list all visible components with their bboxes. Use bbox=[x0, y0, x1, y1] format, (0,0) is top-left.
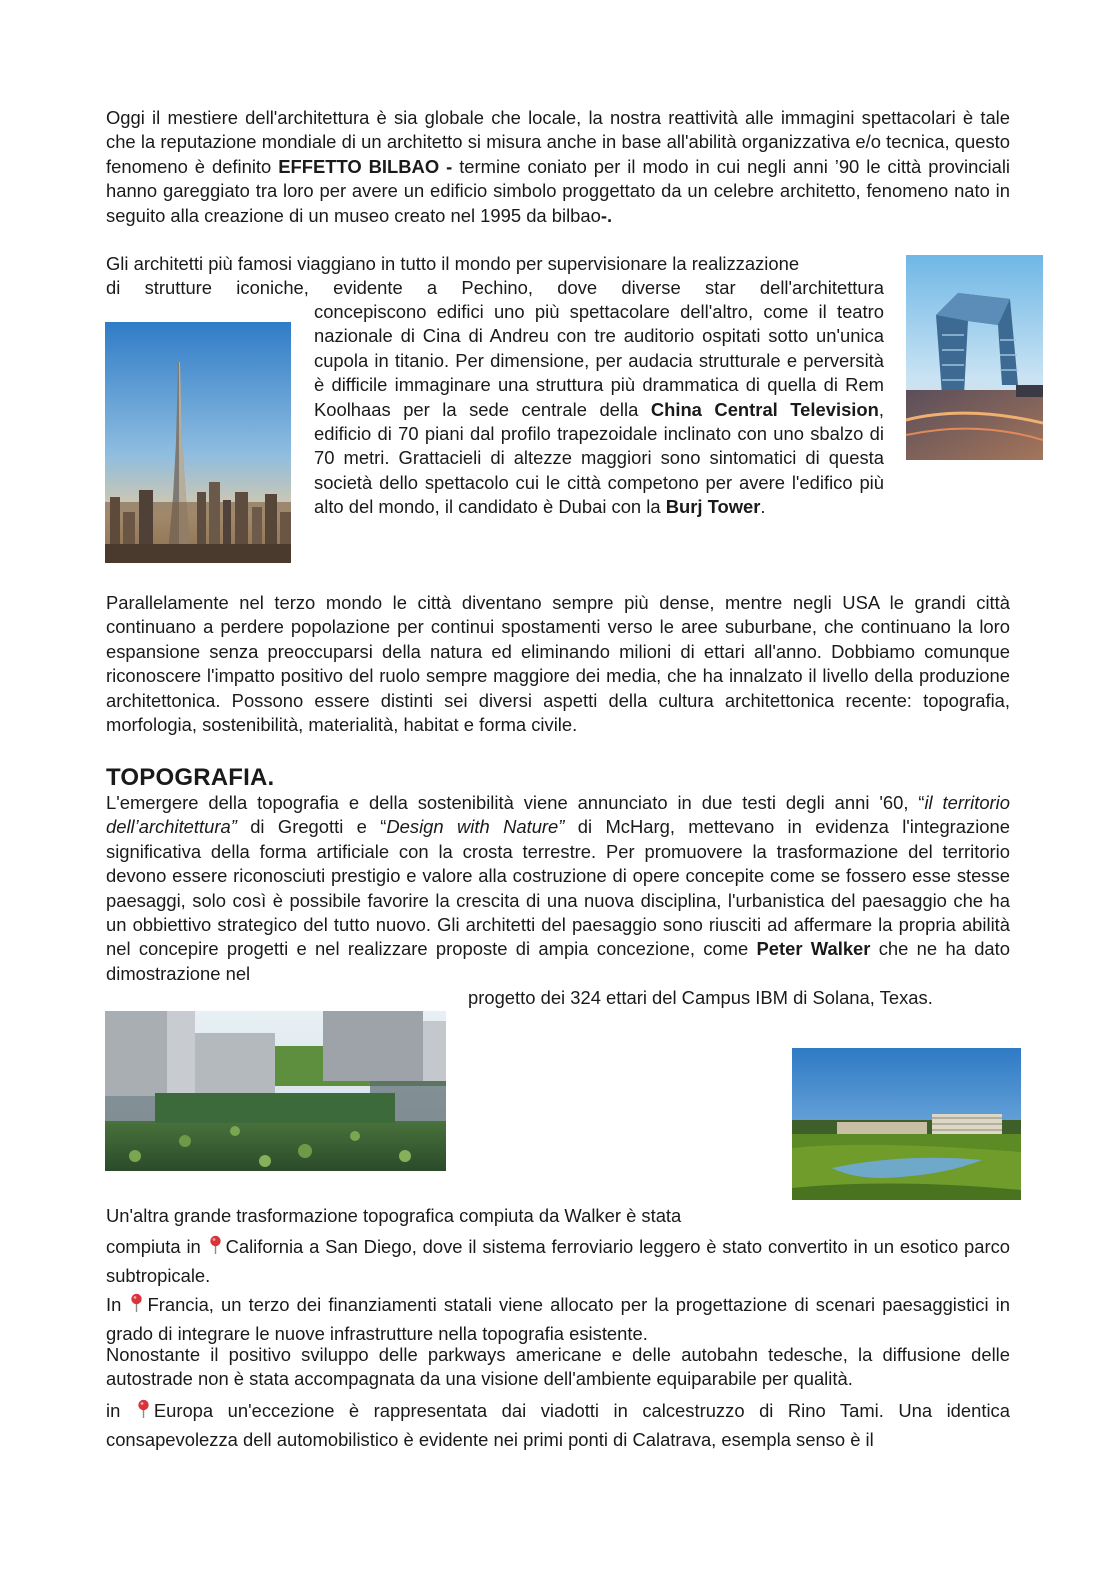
map-pin-icon bbox=[130, 1293, 143, 1313]
cctv-building-photo bbox=[906, 255, 1043, 460]
paragraph-san-diego: compiuta in California a San Diego, dove il sistema ferroviario leggero è stato convertito in un esotico parco subtropicale. bbox=[106, 1236, 1011, 1286]
paragraph-europa: in Europa un'eccezione è rappresentata dai viadotti in calcestruzzo di Rino Tami. Una identica consapevolezza dell automobilistico è evidente nei primi ponti di Calatrava, esempla senso è il bbox=[106, 1400, 1010, 1450]
term-cctv: China Central Television bbox=[650, 398, 879, 420]
map-pin-icon bbox=[209, 1235, 222, 1255]
paragraph-topografia-last-line: progetto dei 324 ettari del Campus IBM di Solana, Texas. bbox=[468, 987, 933, 1008]
water-garden-photo bbox=[105, 1011, 446, 1171]
burj-tower-photo bbox=[105, 322, 291, 563]
paragraph-effetto-bilbao: Oggi il mestiere dell'architettura è sia globale che locale, la nostra reattività alle immagini spettacolari è tale che la reputazione mondiale di un architetto si misura anche in base all'abilità organizzativa e/o tecnica, questo fenomeno è definito EFFETTO BILBAO - termine coniato per il modo in cui negli anni ’90 le città provinciali hanno gareggiato tra loro per avere un edificio simbolo proggettato da un celebre architetto, fenomeno nato in seguito alla creazione di un museo creato nel 1995 da bilbao-. bbox=[106, 107, 1011, 226]
map-pin-icon bbox=[137, 1399, 150, 1419]
paragraph-pechino-line2: di strutture iconiche, evidente a Pechino, dove diverse star dell'architettura bbox=[106, 277, 884, 298]
paragraph-autostrade: Nonostante il positivo sviluppo delle parkways americane e delle autobahn tedesche, la diffusione delle autostrade non è stata accompagnata da una visione dell'ambiente equiparabile per qualità. bbox=[106, 1344, 1010, 1390]
section-heading-topografia: TOPOGRAFIA. bbox=[106, 764, 275, 791]
paragraph-terzo-mondo: Parallelamente nel terzo mondo le città diventano sempre più dense, mentre negli USA le grandi città continuano a perdere popolazione per continui spostamenti verso le aree suburbane, che continuano la loro espansione senza preoccuparsi della natura ed eliminando milioni di ettari all'anno. Dobbiamo comunque riconoscere l'impatto positivo del ruolo sempre maggiore dei media, che ha innalzato il livello della produzione architettonica. Possono essere distinti sei diversi aspetti della cultura architettonica recente: topografia, morfologia, sostenibilità, materialità, habitat e forma civile. bbox=[106, 592, 1010, 736]
term-peter-walker: Peter Walker bbox=[756, 938, 871, 960]
paragraph-topografia: L'emergere della topografia e della sostenibilità viene annunciato in due testi degli anni '60, “il territorio dell’architettura” di Gregotti e “Design with Nature” di McHarg, mettevano in evidenza l'integrazione significativa della forma artificiale con la crosta terrestre. Per promuovere la trasformazione del territorio devono essere riconosciuti prestigio e valore alla costruzione di opere concepite come se fossero esse stesse paesaggi, solo così è possibile favorire la crescita di una nuova disciplina, l'urbanistica del paesaggio che ha un obbiettivo strategico del tutto nuovo. Gli architetti del paesaggio sono riusciti ad affermare la propria abilità nel concepire progetti e nel realizzare proposte di ampia concezione, come Peter Walker che ne ha dato dimostrazione nel bbox=[106, 792, 1010, 984]
term-burj-tower: Burj Tower bbox=[665, 496, 761, 518]
paragraph-francia: In Francia, un terzo dei finanziamenti statali viene allocato per la progettazione di scenari paesaggistici in grado di integrare le nuove infrastrutture nella topografia esistente. bbox=[106, 1294, 1010, 1344]
ibm-campus-photo bbox=[792, 1048, 1021, 1200]
book-title-gregotti: il territorio dell’architettura” bbox=[106, 792, 1010, 838]
paragraph-walker-line1: Un'altra grande trasformazione topografica compiuta da Walker è stata bbox=[106, 1205, 682, 1226]
term-effetto-bilbao: EFFETTO BILBAO - bbox=[278, 155, 453, 177]
paragraph-pechino-line1: Gli architetti più famosi viaggiano in tutto il mondo per supervisionare la realizzazione bbox=[106, 253, 800, 274]
book-title-mcharg: Design with Nature” bbox=[386, 816, 565, 838]
paragraph-pechino-body: concepiscono edifici uno più spettacolare dell'altro, come il teatro nazionale di Cina di Andreu con tre auditorio ospitati sotto un'unica cupola in titanio. Per dimensione, per audacia strutturale e perversità è difficile immaginare una struttura più drammatica di quella di Rem Koolhaas per la sede centrale della China Central Television, edificio di 70 piani dal profilo trapezoidale inclinato con uno sbalzo di 70 metri. Grattacieli di altezze maggiori sono sintomatici di questa società dello spettacolo cui le città competono per avere l'edifico più alto del mondo, il candidato è Dubai con la Burj Tower. bbox=[314, 301, 885, 518]
